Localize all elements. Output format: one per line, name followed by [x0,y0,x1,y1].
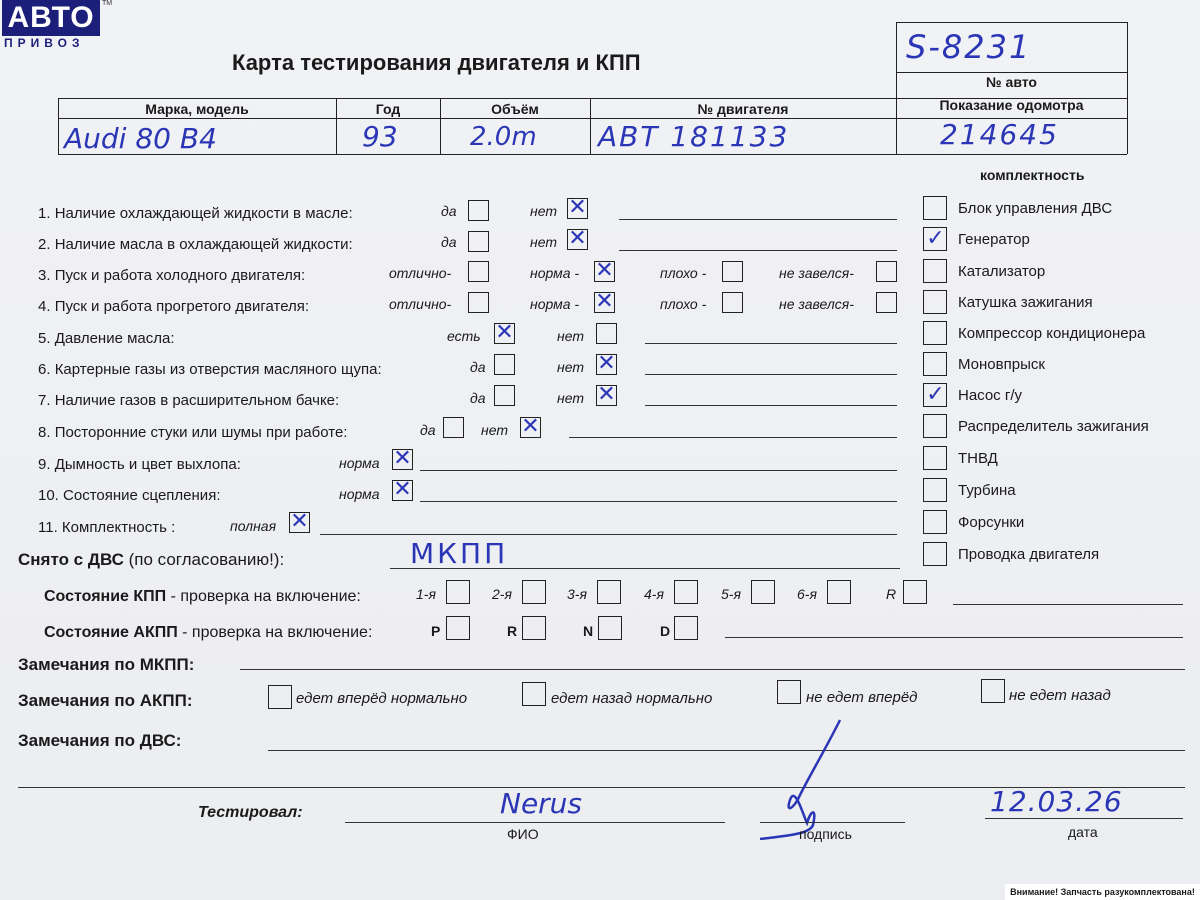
kpp-gear-checkbox[interactable] [522,580,546,604]
test-row-7: 7. Наличие газов в расширительном бачке: [38,392,340,409]
kpp-gear-checkbox[interactable] [597,580,621,604]
complect-checkbox-5[interactable] [923,352,947,376]
col-engine-number: № двигателя [697,101,789,117]
test-row-2: 2. Наличие масла в охлаждающей жидкости: [38,236,353,253]
remarks-mkpp-label: Замечания по МКПП: [18,655,195,674]
tested-label: Тестировал: [198,804,303,821]
make-model-value: Audi 80 B4 [64,122,217,155]
complect-checkbox-4[interactable] [923,321,947,345]
akpp-gear-checkbox[interactable] [522,616,546,640]
opt-yes: да [420,422,436,438]
opt-no: нет [557,328,584,344]
kpp-gear-checkbox[interactable] [827,580,851,604]
checkbox-5-no[interactable] [596,323,617,344]
checkbox-1-yes[interactable] [468,200,489,221]
logo-subtitle: ПРИВОЗ [4,36,85,50]
test-row-1: 1. Наличие охлаждающей жидкости в масле: [38,205,353,222]
akpp-gear-label: N [583,623,594,639]
test-row-3: 3. Пуск и работа холодного двигателя: [38,267,306,284]
check-mark-icon: ✓ [926,226,945,251]
complect-checkbox-10[interactable] [923,510,947,534]
opt-no: нет [530,234,557,250]
test-row-9: 9. Дымность и цвет выхлопа: [38,456,241,473]
complect-checkbox-7[interactable] [923,414,947,438]
opt-normal: норма [339,455,380,471]
check-mark-icon: ✕ [568,195,587,220]
checkbox-2-yes[interactable] [468,231,489,252]
akpp-gear-label: D [660,623,671,639]
opt-bad: плохо - [660,296,707,312]
opt-excellent: отлично- [389,296,452,312]
checkbox-4-no-start[interactable] [876,292,897,313]
kpp-gear-label: 1-я [416,586,436,602]
opt-normal: норма [339,486,380,502]
complect-item-label: Проводка двигателя [958,546,1100,563]
year-value: 93 [362,120,398,153]
checkbox-7-yes[interactable] [494,385,515,406]
complect-item-label: Катализатор [958,263,1046,280]
check-mark-icon: ✕ [521,414,540,439]
trademark: TM [102,0,113,7]
akpp-gear-checkbox[interactable] [674,616,698,640]
remarks-dvs-label: Замечания по ДВС: [18,731,182,750]
akpp-back-ok-label: едет назад нормально [551,690,713,707]
avto-privoz-logo: АВТО [2,0,100,36]
opt-no-start: не завелся- [779,296,854,312]
check-mark-icon: ✕ [595,289,614,314]
akpp-no-forward-label: не едет вперёд [806,689,918,706]
col-volume: Объём [491,101,539,117]
complect-checkbox-2[interactable] [923,259,947,283]
akpp-no-back-label: не едет назад [1009,687,1111,704]
kpp-gear-label: 4-я [644,586,664,602]
checkbox-3-no-start[interactable] [876,261,897,282]
complect-checkbox-8[interactable] [923,446,947,470]
akpp-gear-label: P [431,623,441,639]
check-mark-icon: ✕ [393,446,412,471]
col-year: Год [375,101,401,117]
test-row-11: 11. Комплектность : [38,519,176,536]
warning-banner: Внимание! Запчасть разукомплектована! [1005,884,1200,900]
opt-no-start: не завелся- [779,265,854,281]
akpp-no-back-checkbox[interactable] [981,679,1005,703]
complect-checkbox-9[interactable] [923,478,947,502]
fio-label: ФИО [507,826,539,842]
col-odometer: Показание одомотра [939,97,1084,113]
tester-name: Nerus [500,787,583,820]
complect-item-label: Турбина [958,482,1016,499]
akpp-gear-checkbox[interactable] [598,616,622,640]
opt-yes: да [441,234,457,250]
checkbox-8-yes[interactable] [443,417,464,438]
test-row-5: 5. Давление масла: [38,330,175,347]
kpp-gear-checkbox[interactable] [751,580,775,604]
car-number-value: S-8231 [906,28,1032,66]
complect-item-label: Блок управления ДВС [958,200,1113,217]
check-mark-icon: ✓ [926,382,945,407]
kpp-gear-label: R [886,586,897,602]
page-title: Карта тестирования двигателя и КПП [232,50,641,75]
kpp-label: Состояние КПП - проверка на включение: [44,588,361,605]
akpp-back-ok-checkbox[interactable] [522,682,546,706]
checkbox-4-excellent[interactable] [468,292,489,313]
kpp-gear-checkbox[interactable] [674,580,698,604]
removed-value: МКПП [410,537,509,570]
checkbox-4-bad[interactable] [722,292,743,313]
check-mark-icon: ✕ [597,351,616,376]
check-mark-icon: ✕ [568,226,587,251]
check-mark-icon: ✕ [595,258,614,283]
check-mark-icon: ✕ [495,320,514,345]
akpp-gear-label: R [507,623,518,639]
checkbox-3-bad[interactable] [722,261,743,282]
check-mark-icon: ✕ [393,477,412,502]
akpp-forward-ok-label: едет вперёд нормально [296,690,468,707]
opt-no: нет [530,203,557,219]
complect-checkbox-3[interactable] [923,290,947,314]
car-number-label: № авто [986,74,1037,90]
opt-yes: да [470,390,486,406]
opt-no: нет [557,390,584,406]
kpp-gear-label: 5-я [721,586,741,602]
opt-yes: да [470,359,486,375]
test-row-4: 4. Пуск и работа прогретого двигателя: [38,298,310,315]
complect-item-label: Катушка зажигания [958,294,1093,311]
kpp-gear-checkbox[interactable] [903,580,927,604]
test-row-8: 8. Посторонние стуки или шумы при работе: [38,424,348,441]
opt-no: нет [481,422,508,438]
akpp-label: Состояние АКПП - проверка на включение: [44,624,373,641]
check-mark-icon: ✕ [597,382,616,407]
opt-bad: плохо - [660,265,707,281]
opt-present: есть [447,328,481,344]
opt-excellent: отлично- [389,265,452,281]
check-mark-icon: ✕ [290,509,309,534]
kpp-gear-label: 6-я [797,586,817,602]
test-row-10: 10. Состояние сцепления: [38,487,221,504]
complect-item-label: ТНВД [958,450,998,467]
complect-item-label: Форсунки [958,514,1025,531]
complect-item-label: Насос г/у [958,387,1022,404]
opt-full: полная [230,518,277,534]
test-row-6: 6. Картерные газы из отверстия масляного щупа: [38,361,382,378]
opt-yes: да [441,203,457,219]
signature-label: подпись [799,826,852,842]
kpp-gear-checkbox[interactable] [446,580,470,604]
akpp-gear-checkbox[interactable] [446,616,470,640]
volume-value: 2.0m [470,122,537,152]
opt-no: нет [557,359,584,375]
opt-normal: норма - [530,296,580,312]
col-make-model: Марка, модель [145,101,249,117]
kpp-gear-label: 3-я [567,586,587,602]
remarks-akpp-label: Замечания по АКПП: [18,691,193,710]
complect-item-label: Компрессор кондиционера [958,325,1146,342]
complect-item-label: Распределитель зажигания [958,418,1149,435]
date-value: 12.03.26 [990,785,1123,818]
akpp-forward-ok-checkbox[interactable] [268,685,292,709]
complect-checkbox-11[interactable] [923,542,947,566]
akpp-no-forward-checkbox[interactable] [777,680,801,704]
odometer-value: 214645 [940,118,1059,151]
checkbox-6-yes[interactable] [494,354,515,375]
checkbox-3-excellent[interactable] [468,261,489,282]
complect-item-label: Генератор [958,231,1030,248]
kpp-gear-label: 2-я [492,586,512,602]
removed-label: Снято с ДВС (по согласованию!): [18,550,285,569]
complect-item-label: Моновпрыск [958,356,1045,373]
opt-normal: норма - [530,265,580,281]
date-label: дата [1068,824,1098,840]
complect-title: комплектность [980,167,1085,183]
engine-number-value: ABT 181133 [598,120,790,153]
complect-checkbox-0[interactable] [923,196,947,220]
